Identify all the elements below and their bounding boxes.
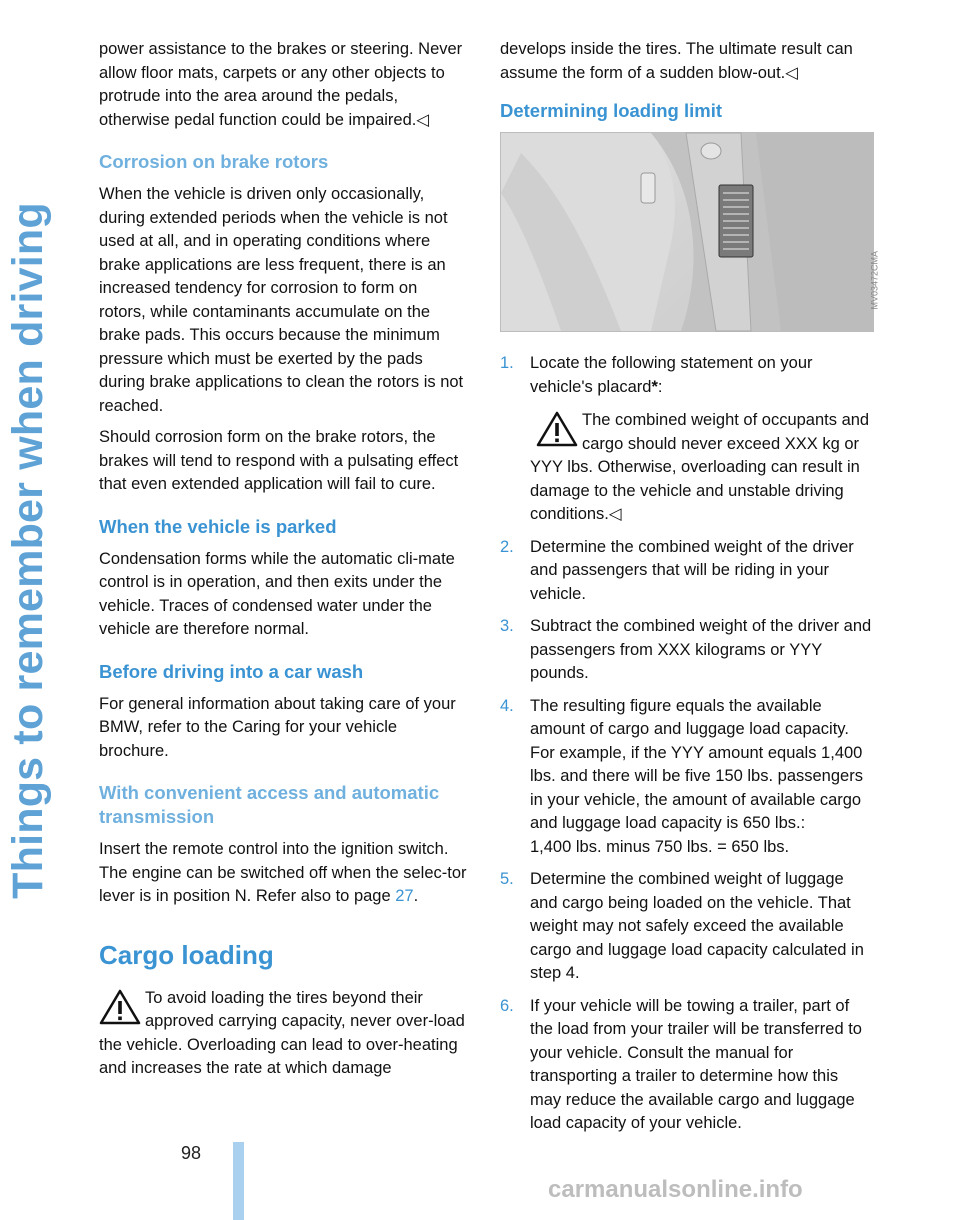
warning-icon: [99, 989, 141, 1025]
placard-warning-text: The combined weight of occupants and cargo should never exceed XXX kg or YYY lbs. Otherwise, overloading can result in damage to the vehicle and unstable driving conditions.: [530, 411, 870, 523]
heading-loading-limit: Determining loading limit: [500, 100, 723, 121]
right-column: [500, 38, 880, 1145]
heading-cargo-loading: Cargo loading: [99, 939, 274, 970]
left-column: [99, 38, 467, 1089]
step-3: 3. Subtract the combined weight of the driver and passengers from XXX kilograms or YYY pounds.: [500, 617, 872, 682]
warning-icon: [536, 411, 578, 447]
side-title-text: Things to remember when driving: [3, 201, 52, 899]
corrosion-paragraph-1: When the vehicle is driven only occasionally, during extended periods when the vehicle is not used at all, and in operating conditions where brake applications are less frequent, there is an increased tendency for corrosion to form on rotors, while contaminants accumulate on the brake pads. This occurs because the minimum pressure which must be exerted by the pads during brake applications to clean the rotors is not reached.: [99, 185, 464, 415]
cargo-warning-text: To avoid loading the tires beyond their approved carrying capacity, never over-load the vehicle. Overloading can lead to over-heating and increases the rate at which damage: [99, 988, 465, 1077]
watermark: carmanualsonline.info: [548, 1176, 803, 1203]
cargo-warning: [99, 987, 467, 1081]
step-1: 1. Locate the following statement on your vehicle's placard*: The combined weight of occupants and cargo should never exceed XXX kg or YYY lbs. Otherwise, overloading can result in damage to the vehicle and unstable driving conditions.◁: [500, 352, 872, 527]
heading-parked: When the vehicle is parked: [99, 515, 337, 537]
step-2: 2. Determine the combined weight of the driver and passengers that will be riding in your vehicle.: [500, 537, 854, 603]
heading-convenient-access: With convenient access and automatic transmission: [99, 782, 440, 827]
step-4: 4. The resulting figure equals the available amount of cargo and luggage load capacity. For example, if the YYY amount equals 1,400 lbs. and there will be five 150 lbs. passengers in your vehicle, the amount of available cargo and luggage load capacity is 650 lbs.: 1,400 lbs. minus 750 lbs. = 650 lbs.: [500, 696, 863, 856]
page-bar: [233, 1142, 244, 1220]
step-6: 6. If your vehicle will be towing a trailer, part of the load from your trailer will be transferred to your vehicle. Consult the manual for transporting a trailer to determine how this may reduce the available cargo and luggage load capacity of your vehicle.: [500, 996, 862, 1132]
continuation-paragraph: develops inside the tires. The ultimate result can assume the form of a sudden blow-out.◁: [500, 40, 853, 82]
page-number: 98: [181, 1143, 202, 1163]
side-section-title: [0, 40, 58, 1060]
heading-car-wash: Before driving into a car wash: [99, 660, 364, 682]
placard-warning: The combined weight of occupants and cargo should never exceed XXX kg or YYY lbs. Otherwise, overloading can result in damage to the vehicle and unstable driving conditions.◁: [530, 411, 870, 523]
parked-paragraph: Condensation forms while the automatic cli-mate control is in operation, and then exits under the vehicle. Traces of condensed water under the vehicle are therefore normal.: [99, 549, 455, 638]
car-wash-paragraph: For general information about taking care of your BMW, refer to the Caring for your vehicle brochure.: [99, 694, 456, 760]
placard-illustration: [500, 132, 880, 332]
steps-list: [500, 352, 872, 1136]
corrosion-paragraph-2: Should corrosion form on the brake rotors, the brakes will tend to respond with a pulsating effect that even extended application will fail to cure.: [99, 428, 459, 493]
heading-corrosion: Corrosion on brake rotors: [99, 151, 329, 172]
end-mark: ◁: [416, 110, 430, 129]
convenient-paragraph-1: Insert the remote control into the ignition switch.: [99, 840, 449, 858]
convenient-paragraph-2: The engine can be switched off when the selec-tor lever is in position N. Refer also to page 27.: [99, 863, 467, 905]
page-link[interactable]: 27: [395, 887, 414, 905]
seat-door-sill-image: [501, 133, 873, 331]
step-5: 5. Determine the combined weight of luggage and cargo being loaded on the vehicle. That weight may not safely exceed the available cargo and luggage load capacity calculated in step 4.: [500, 870, 864, 982]
intro-paragraph: power assistance to the brakes or steering. Never allow floor mats, carpets or any other objects to protrude into the area around the pedals, otherwise pedal function could be impaired.◁: [99, 40, 463, 129]
image-code: MV03472CMA: [870, 251, 880, 310]
